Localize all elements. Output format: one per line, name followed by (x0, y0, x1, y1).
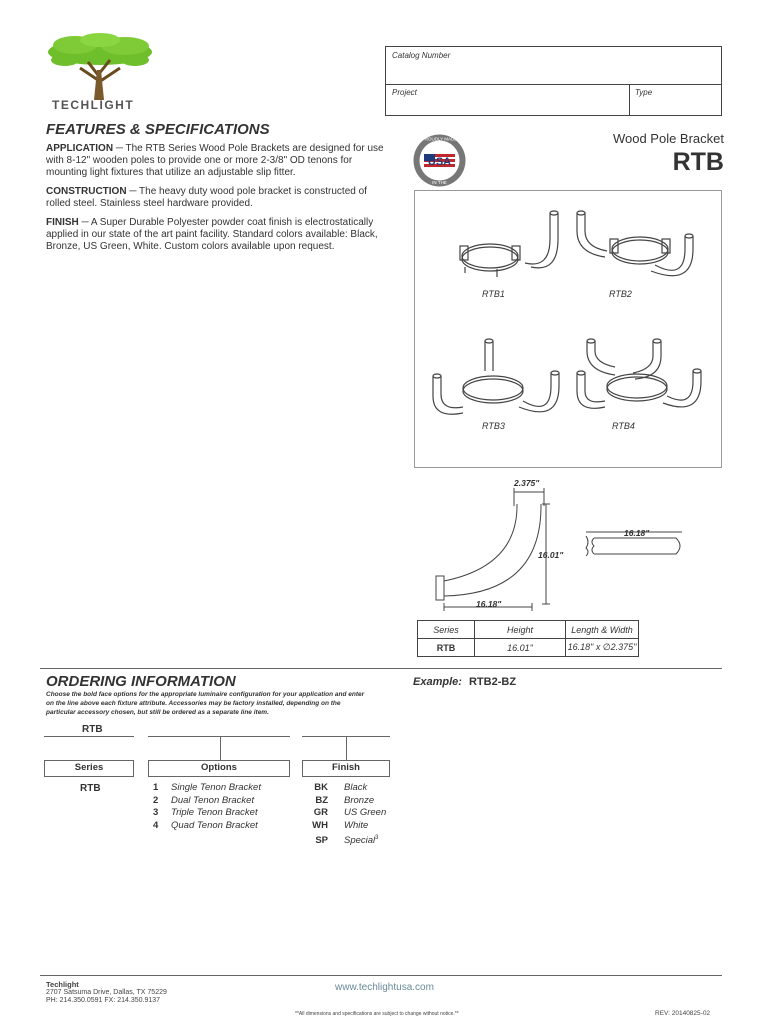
list-item: WH White (312, 819, 369, 831)
ordering-note: Choose the bold face options for the appropriate luminaire configuration for your application and enter on the line above each fixture attribute. Accessories may be factory installed, depending on the particular accessory chosen, but still be ordered as a separate line item. (46, 691, 365, 716)
rtb4-bracket-image (577, 339, 701, 408)
project-label: Project (392, 88, 417, 97)
type-label: Type (635, 88, 653, 97)
construction-paragraph (46, 186, 386, 210)
ordering-example (413, 676, 516, 688)
example-code: RTB2-BZ (468, 676, 517, 688)
product-name: Wood Pole Bracket (612, 131, 724, 146)
order-prefix: RTB (82, 724, 103, 735)
finish-header-box: Finish (302, 760, 390, 777)
spec-header-length-width: Length & Width (566, 621, 639, 639)
seal-bottom-text: IN THE (432, 180, 447, 185)
dimension-drawing (414, 476, 722, 616)
rtb3-caption: RTB3 (482, 421, 505, 431)
footer-phone: PH: 214.350.0591 FX: 214.350.9137 (46, 997, 161, 1004)
options-connector (220, 736, 221, 760)
rtb2-bracket-image (577, 211, 693, 276)
spec-table-row (418, 639, 639, 657)
spec-cell-series: RTB (418, 639, 475, 657)
rtb3-bracket-image (433, 339, 559, 414)
width-dimension-label: 16.18" (476, 599, 502, 609)
options-list (153, 782, 261, 832)
example-label: Example: (413, 676, 462, 688)
options-header-box: Options (148, 760, 290, 777)
list-item: 3 Triple Tenon Bracket (153, 807, 258, 818)
product-code: RTB (672, 148, 724, 176)
catalog-number-label: Catalog Number (392, 51, 451, 60)
product-image-box (414, 190, 722, 468)
spec-table-header-row (418, 621, 639, 639)
footer-company: Techlight (46, 980, 79, 989)
brand-logo-text: TECHLIGHT (52, 98, 135, 112)
tenon-dimension-label: 2.375" (514, 478, 540, 488)
finish-paragraph (46, 217, 386, 253)
footer-address: 2707 Satsuma Drive, Dallas, TX 75229 (46, 989, 167, 996)
rtb4-caption: RTB4 (612, 421, 635, 431)
options-entry-line (148, 736, 290, 737)
made-in-usa-seal-icon (412, 133, 467, 188)
construction-heading: CONSTRUCTION (46, 186, 127, 197)
footer-revision: REV: 20140825-02 (655, 1010, 711, 1017)
spec-table (417, 620, 639, 657)
spec-cell-height: 16.01" (475, 639, 566, 657)
series-header-box: Series (44, 760, 134, 777)
finish-connector (346, 736, 347, 760)
footer-website-link[interactable]: www.techlightusa.com (335, 982, 434, 993)
spec-header-height: Height (475, 621, 566, 639)
seal-top-text: PROUDLY MADE (421, 136, 458, 142)
list-item: BK Black (314, 782, 368, 793)
ordering-divider (40, 668, 722, 669)
construction-text: ─ The heavy duty wood pole bracket is constructed of rolled steel. Stainless steel hardware provided. (46, 186, 367, 209)
list-item: GR US Green (313, 807, 387, 818)
application-paragraph (46, 143, 386, 179)
length-dimension-label: 16.18" (624, 528, 650, 538)
spec-cell-length-width: 16.18" x ∅2.375" (566, 639, 639, 657)
footer-divider (40, 975, 722, 976)
finish-text: ─ A Super Durable Polyester powder coat finish is electrostatically applied in our state of the art paint facility. Standard colors available: Black, Bronze, US Green, White. Custom colors available upon request. (46, 217, 378, 252)
catalog-project-box (385, 46, 722, 116)
seal-usa-text: USA (427, 156, 452, 168)
finish-list (308, 782, 386, 848)
application-text: ─ The RTB Series Wood Pole Brackets are designed for use with 8-12" wooden poles to provide one or more 2-3/8" OD tenons for mounting light fixtures that utilize an adjustable slip fitter. (46, 143, 384, 178)
series-entry-line (44, 736, 134, 737)
spec-header-series: Series (418, 621, 475, 639)
application-heading: APPLICATION (46, 143, 114, 154)
list-item: 1 Single Tenon Bracket (153, 782, 261, 793)
ordering-title: ORDERING INFORMATION (46, 673, 236, 690)
list-item: 4 Quad Tenon Bracket (153, 819, 258, 831)
footer-disclaimer: **All dimensions and specifications are subject to change without notice.** (295, 1011, 459, 1017)
height-dimension-label: 16.01" (538, 550, 564, 560)
list-item: SP Special$^3$ (315, 835, 379, 847)
features-title: FEATURES & SPECIFICATIONS (46, 121, 270, 138)
series-value: RTB (80, 783, 101, 794)
rtb2-caption: RTB2 (609, 289, 632, 299)
finish-heading: FINISH (46, 217, 79, 228)
rtb1-caption: RTB1 (482, 289, 505, 299)
list-item: 2 Dual Tenon Bracket (153, 794, 255, 806)
rtb1-bracket-image (460, 211, 558, 277)
list-item: BZ Bronze (315, 794, 375, 806)
